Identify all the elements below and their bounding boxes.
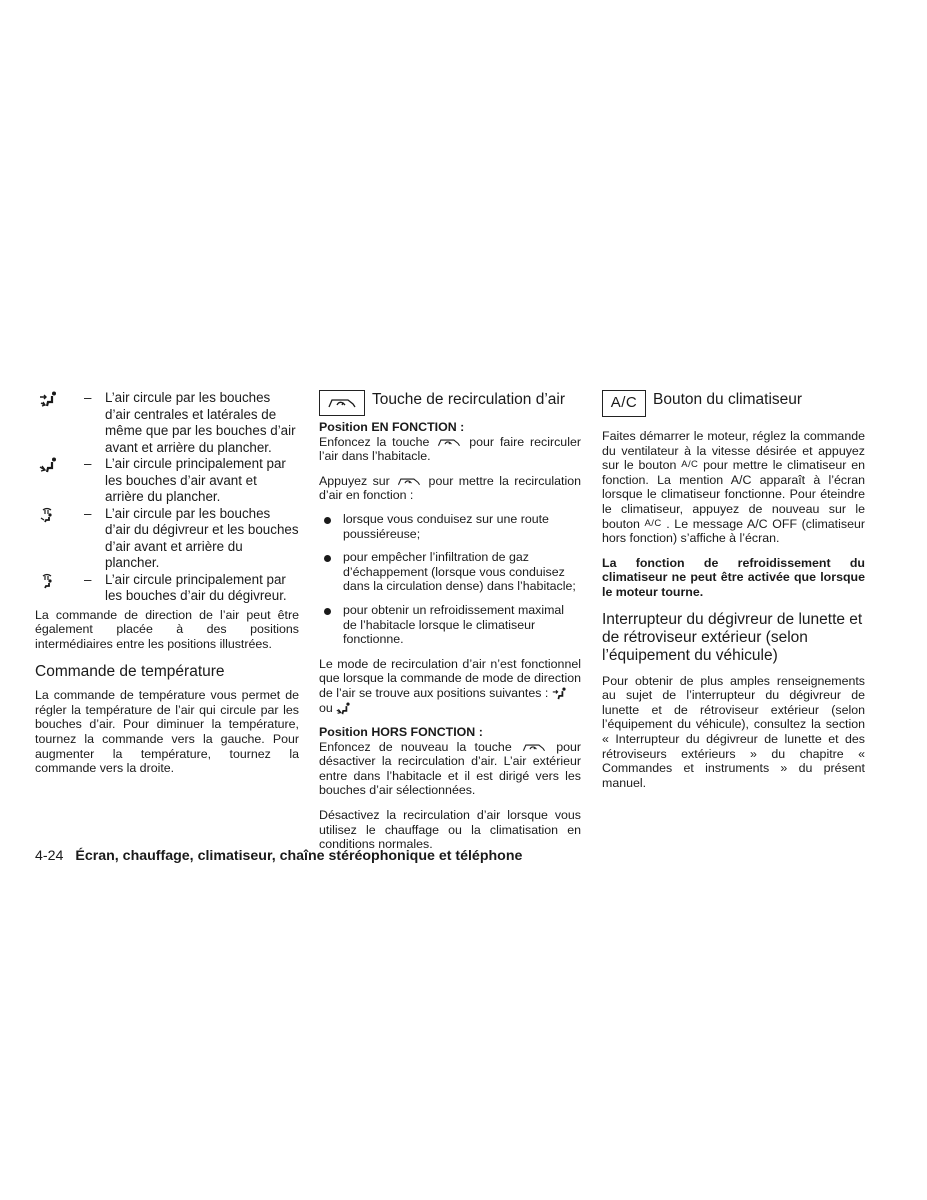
off-text [319, 740, 581, 798]
ac-heading: Bouton du climatiseur [653, 391, 803, 408]
ac-text-a: Faites démarrer le moteur, réglez la commande du ventilateur à la vitesse désirée et appuyez sur le bouton [602, 429, 865, 473]
ac-key: A/C [602, 390, 646, 417]
bullet-icon [324, 555, 331, 562]
bullet-icon [324, 608, 331, 615]
dash: – [84, 571, 92, 587]
recirculation-icon [395, 475, 423, 488]
mode-text: L’air circule par les bouches d’air centrales et latérales de même que par les bouches d’air avant et arrière du plancher. [105, 390, 296, 455]
vent-floor-mode-icon [552, 687, 568, 700]
ac-text-c: . Le message A/C OFF (climatiseur hors fonction) s’affiche à l’écran. [602, 516, 865, 546]
bullet-text: lorsque vous conduisez sur une route poussiéreuse; [343, 511, 549, 541]
mode-item-defrost [35, 572, 299, 605]
defog-heading: Interrupteur du dégivreur de lunette et de rétroviseur extérieur (selon l’équipement du véhicule) [602, 610, 863, 664]
ac-paragraph [602, 429, 865, 546]
temperature-text: La commande de température vous permet de régler la température de l’air qui circule par les bouches d’air. Pour diminuer la température, tournez la commande vers la gauche. Pour augmenter la température, tournez la commande vers la droite. [35, 688, 299, 776]
vent-floor-mode-icon [39, 391, 59, 407]
mode-item-vent-floor [35, 390, 299, 456]
column-middle [319, 390, 581, 852]
press-text-b: pour mettre la recirculation d’air en fonction : [319, 473, 581, 503]
mode-item-floor [35, 456, 299, 506]
ac-header [602, 390, 865, 417]
or-text: ou [319, 700, 333, 715]
bullet-text: pour empêcher l’infiltration de gaz d’échappement (lorsque vous conduisez dans la circulation dense) dans l’habitacle; [343, 550, 576, 594]
direction-note: La commande de direction de l’air peut être également placée à des positions intermédiaires entre les positions illustrées. [35, 607, 299, 651]
list-item [319, 550, 581, 594]
on-text [319, 435, 581, 464]
recirculation-heading: Touche de recirculation d’air [372, 391, 565, 408]
bullet-icon [324, 517, 331, 524]
mode-text: L’air circule principalement par les bouches d’air avant et arrière du plancher. [105, 456, 286, 504]
recirculation-key [319, 390, 365, 416]
column-right [602, 390, 865, 790]
page-footer [35, 848, 522, 864]
on-heading: Position EN FONCTION : [319, 420, 465, 434]
off-heading: Position HORS FONCTION : [319, 725, 483, 740]
recirculation-icon [520, 741, 548, 754]
ac-inline-key: A/C [644, 517, 662, 529]
deactivate-text: Désactivez la recirculation d’air lorsque vous utilisez le chauffage ou la climatisation en conditions normales. [319, 808, 581, 852]
on-text-a: Enfoncez la touche [319, 434, 430, 449]
page-number: 4-24 [35, 848, 64, 864]
mode-note-text: Le mode de recirculation d’air n’est fonctionnel que lorsque la commande de mode de direction de l’air se trouve aux positions suivantes : [319, 656, 581, 700]
recirculation-header [319, 390, 581, 416]
recirculation-icon [326, 395, 358, 411]
off-text-b: pour désactiver la recirculation d’air. L’air extérieur entre dans l’habitacle et il est dirigé vers les bouches d’air sélectionnées. [319, 739, 581, 798]
floor-defrost-mode-icon [39, 507, 59, 523]
list-item [319, 603, 581, 647]
dash: – [84, 505, 92, 521]
defog-text: Pour obtenir de plus amples renseignements au sujet de l’interrupteur du dégivreur de lunette et de rétroviseur extérieur (selon l’équipement du véhicule), consultez la section « Interrupteur du dégivreur de lunette et des rétroviseurs extérieurs » du chapitre « Commandes et instruments » du présent manuel. [602, 673, 865, 790]
list-item [319, 512, 581, 541]
defrost-mode-icon [39, 573, 59, 589]
press-text [319, 474, 581, 503]
on-text-b: pour faire recirculer l’air dans l’habitacle. [319, 434, 581, 464]
ac-text-b: pour mettre le climatiseur en fonction. La mention A/C apparaît à l’écran lorsque le climatiseur fonctionne. Pour éteindre le climatiseur, appuyez de nouveau sur le bouton [602, 458, 865, 531]
floor-mode-icon [39, 457, 59, 473]
ac-warning: La fonction de refroidissement du climatiseur ne peut être activée que lorsque le moteur tourne. [602, 555, 865, 599]
dash: – [84, 390, 92, 405]
mode-note [319, 657, 581, 701]
floor-mode-icon [336, 702, 352, 715]
bullet-text: pour obtenir un refroidissement maximal de l’habitacle lorsque le climatiseur fonctionne. [343, 602, 565, 647]
recirculation-icon [435, 436, 463, 449]
column-left [35, 390, 299, 776]
mode-text: L’air circule par les bouches d’air du dégivreur et les bouches d’air avant et arrière du plancher. [105, 505, 299, 570]
chapter-title: Écran, chauffage, climatiseur, chaîne stéréophonique et téléphone [75, 848, 523, 864]
temperature-heading: Commande de température [35, 663, 225, 681]
mode-note-or [319, 701, 581, 716]
ac-inline-key: A/C [681, 459, 699, 471]
mode-item-floor-defrost [35, 506, 299, 572]
dash: – [84, 456, 92, 471]
mode-text: L’air circule principalement par les bouches d’air du dégivreur. [105, 571, 287, 603]
press-text-a: Appuyez sur [319, 473, 390, 488]
off-text-a: Enfoncez de nouveau la touche [319, 739, 512, 754]
